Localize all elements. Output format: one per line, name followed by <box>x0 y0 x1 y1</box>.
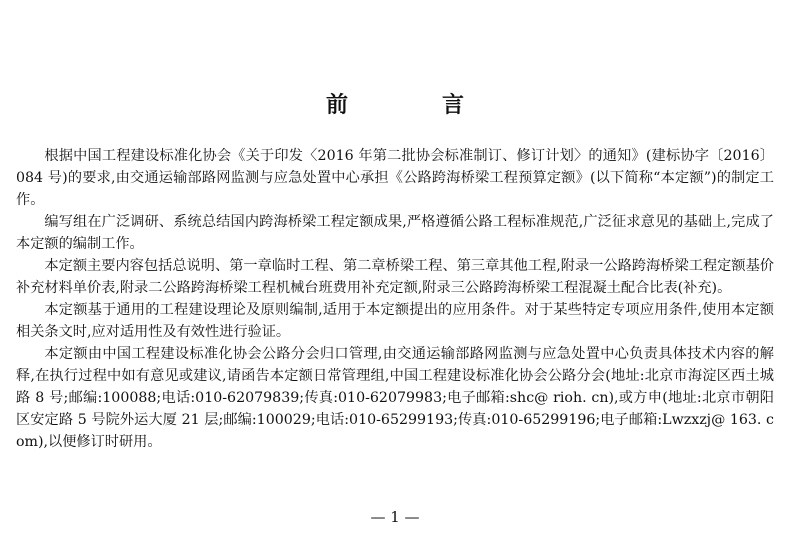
paragraph-2: 编写组在广泛调研、系统总结国内跨海桥梁工程定额成果,严格遵循公路工程标准规范,广泛征求意见的基础上,完成了本定额的编制工作。 <box>16 214 774 252</box>
preface-body <box>16 145 774 453</box>
paragraph-1: 根据中国工程建设标准化协会《关于印发〈2016 年第二批协会标准制订、修订计划〉的通知》(建标协字〔2016〕084 号)的要求,由交通运输部路网监测与应急处置中心承担《公路跨海桥梁工程预算定额》(以下简称“本定额”)的制定工作。 <box>16 148 774 208</box>
page-title: 前 言 <box>325 93 500 118</box>
paragraph-5: 本定额由中国工程建设标准化协会公路分会归口管理,由交通运输部路网监测与应急处置中心负责具体技术内容的解释,在执行过程中如有意见或建议,请函告本定额日常管理组,中国工程建设标准化协会公路分会(地址:北京市海淀区西土城路 8 号;邮编:100088;电话:010-62079839;传真:010-62079983;电子邮箱:shc@ rioh. cn),或方申(地址:北京市朝阳区安定路 5 号院外运大厦 21 层;邮编:100029;电话:010-65299193;传真:010-65299196;电子邮箱:Lwzxzj@ 163. com),以便修订时研用。 <box>16 346 774 450</box>
paragraph-4: 本定额基于通用的工程建设理论及原则编制,适用于本定额提出的应用条件。对于某些特定专项应用条件,使用本定额相关条文时,应对适用性及有效性进行验证。 <box>16 302 774 340</box>
paragraph-3: 本定额主要内容包括总说明、第一章临时工程、第二章桥梁工程、第三章其他工程,附录一公路跨海桥梁工程定额基价补充材料单价表,附录二公路跨海桥梁工程机械台班费用补充定额,附录三公路跨海桥梁工程混凝土配合比表(补充)。 <box>16 258 774 296</box>
page-number: — 1 — <box>370 508 420 526</box>
